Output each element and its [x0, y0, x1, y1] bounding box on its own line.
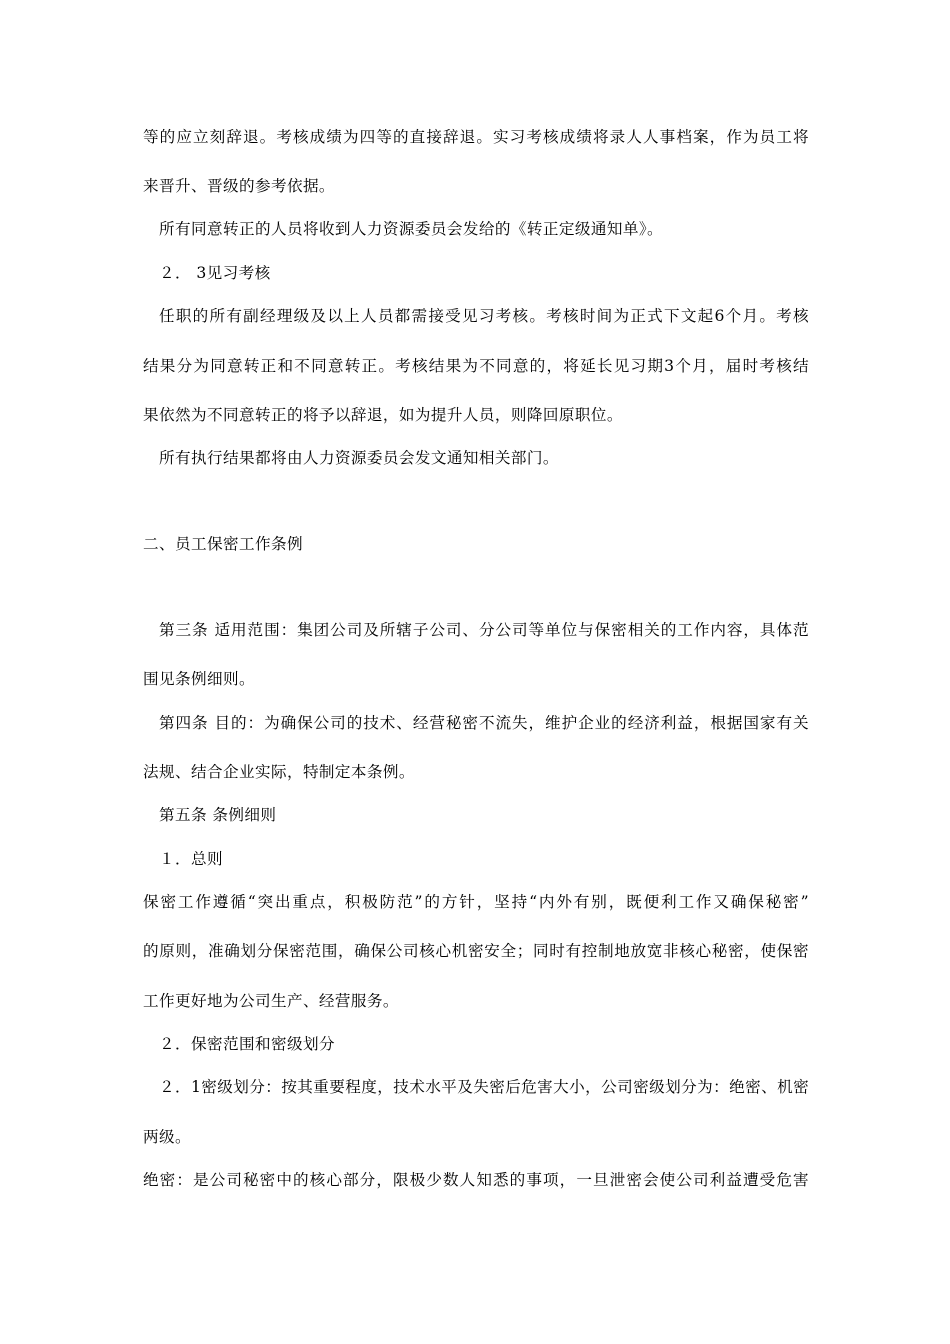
- section-heading: １．总则: [159, 850, 223, 868]
- paragraph-line: 工作更好地为公司生产、经营服务。: [143, 992, 399, 1010]
- paragraph-line: 第四条 目的：为确保公司的技术、经营秘密不流失，维护企业的经济利益，根据国家有关: [159, 714, 809, 732]
- paragraph-line: 绝密：是公司秘密中的核心部分，限极少数人知悉的事项，一旦泄密会使公司利益遭受危害: [143, 1171, 809, 1189]
- paragraph-line: 任职的所有副经理级及以上人员都需接受见习考核。考核时间为正式下文起6个月。考核: [159, 307, 809, 325]
- paragraph-line: 来晋升、晋级的参考依据。: [143, 177, 335, 195]
- paragraph-line: 法规、结合企业实际，特制定本条例。: [143, 763, 415, 781]
- paragraph-line: 等的应立刻辞退。考核成绩为四等的直接辞退。实习考核成绩将录人人事档案，作为员工将: [143, 128, 809, 146]
- paragraph-line: 的原则，准确划分保密范围，确保公司核心机密安全；同时有控制地放宽非核心秘密，使保密: [143, 942, 809, 960]
- paragraph-line: 围见条例细则。: [143, 670, 255, 688]
- paragraph-line: 两级。: [143, 1128, 191, 1146]
- article-heading: 第五条 条例细则: [159, 806, 277, 824]
- paragraph-line: ２．1密级划分：按其重要程度，技术水平及失密后危害大小，公司密级划分为：绝密、机密: [159, 1078, 809, 1096]
- paragraph-line: 所有执行结果都将由人力资源委员会发文通知相关部门。: [159, 449, 559, 467]
- section-heading: ２．保密范围和密级划分: [159, 1035, 335, 1053]
- paragraph-line: 第三条 适用范围：集团公司及所辖子公司、分公司等单位与保密相关的工作内容，具体范: [159, 621, 809, 639]
- paragraph-line: 结果分为同意转正和不同意转正。考核结果为不同意的，将延长见习期3个月，届时考核结: [143, 357, 809, 375]
- chapter-heading: 二、员工保密工作条例: [143, 535, 303, 553]
- section-heading: ２． 3见习考核: [159, 264, 271, 282]
- paragraph-line: 果依然为不同意转正的将予以辞退，如为提升人员，则降回原职位。: [143, 406, 623, 424]
- paragraph-line: 所有同意转正的人员将收到人力资源委员会发给的《转正定级通知单》。: [159, 220, 664, 238]
- paragraph-line: 保密工作遵循“突出重点，积极防范”的方针，坚持“内外有别，既便利工作又确保秘密”: [143, 893, 809, 911]
